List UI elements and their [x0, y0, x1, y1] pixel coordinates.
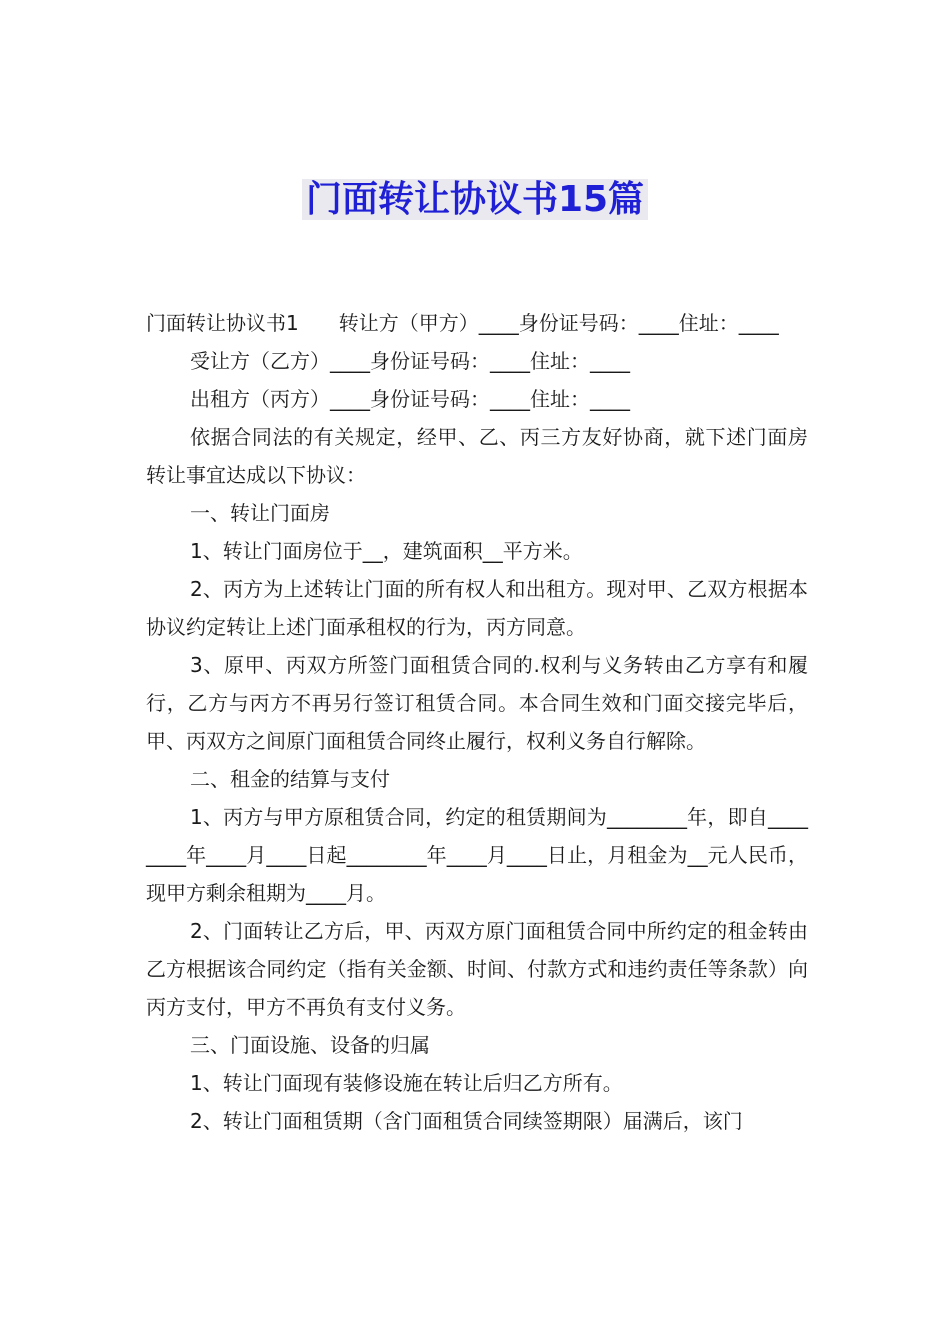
paragraph-parties-transferor: 门面转让协议书1 转让方（甲方）____身份证号码：____住址：____ — [146, 311, 779, 335]
paragraph-parties-transferee: 受让方（乙方）____身份证号码：____住址：____ — [190, 349, 630, 373]
paragraph-preamble: 依据合同法的有关规定，经甲、乙、丙三方友好协商，就下述门面房转让事宜达成以下协议： — [146, 425, 808, 487]
document-title-text: 门面转让协议书15篇 — [302, 179, 648, 220]
section-heading-2: 二、租金的结算与支付 — [190, 767, 390, 791]
document-body — [146, 304, 808, 1140]
section-heading-1: 一、转让门面房 — [190, 501, 330, 525]
paragraph-clause-3-2: 2、转让门面租赁期（含门面租赁合同续签期限）届满后，该门 — [190, 1109, 743, 1133]
paragraph-clause-3-1: 1、转让门面现有装修设施在转让后归乙方所有。 — [190, 1071, 623, 1095]
paragraph-clause-1-3: 3、原甲、丙双方所签门面租赁合同的.权利与义务转由乙方享有和履行，乙方与丙方不再另行签订租赁合同。本合同生效和门面交接完毕后，甲、丙双方之间原门面租赁合同终止履行，权利义务自行解除。 — [146, 653, 808, 753]
paragraph-clause-1-1: 1、转让门面房位于__，建筑面积__平方米。 — [190, 539, 583, 563]
paragraph-parties-lessor: 出租方（丙方）____身份证号码：____住址：____ — [190, 387, 630, 411]
paragraph-clause-2-2: 2、门面转让乙方后，甲、丙双方原门面租赁合同中所约定的租金转由乙方根据该合同约定（指有关金额、时间、付款方式和违约责任等条款）向丙方支付，甲方不再负有支付义务。 — [146, 919, 808, 1019]
section-heading-3: 三、门面设施、设备的归属 — [190, 1033, 430, 1057]
paragraph-clause-2-1: 1、丙方与甲方原租赁合同，约定的租赁期间为________年，即自________年____月____日起________年____月____日止，月租金为__元人民币，现甲方剩余租期为____月。 — [146, 805, 808, 905]
paragraph-clause-1-2: 2、丙方为上述转让门面的所有权人和出租方。现对甲、乙双方根据本协议约定转让上述门面承租权的行为，丙方同意。 — [146, 577, 808, 639]
document-title — [0, 172, 950, 228]
